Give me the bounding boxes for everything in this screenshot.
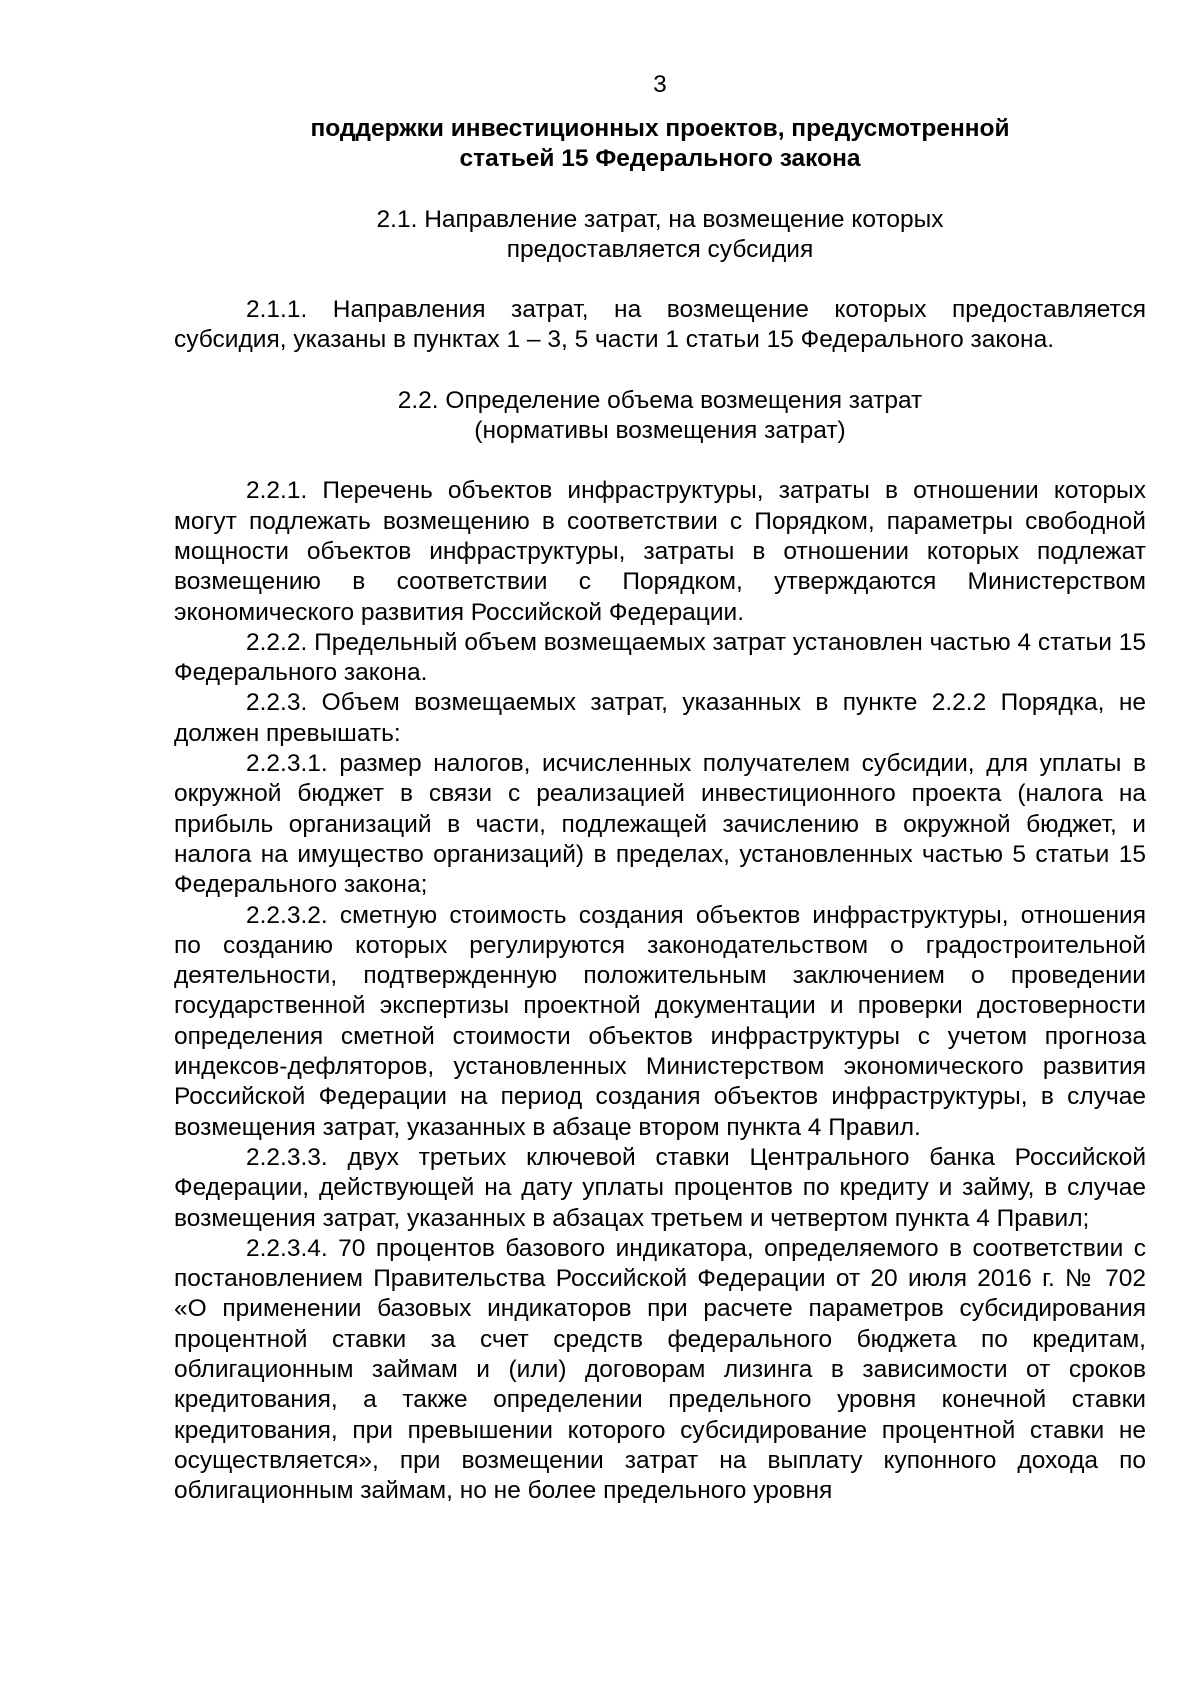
subsection-heading-2-1 (174, 205, 1146, 266)
paragraph-2-2-3: 2.2.3. Объем возмещаемых затрат, указанных в пункте 2.2.2 Порядка, не должен превышать: (174, 689, 1146, 747)
paragraph-2-2-3-2: 2.2.3.2. сметную стоимость создания объектов инфраструктуры, отношения по созданию которых регулируются законодательством о градостроительной деятельности, подтвержденную положительным заключением о проведении государственной экспертизы проектной документации и проверки достоверности определения сметной стоимости объектов инфраструктуры с учетом прогноза индексов-дефляторов, установленных Министерством экономического развития Российской Федерации на период создания объектов инфраструктуры, в случае возмещения затрат, указанных в абзаце втором пункта 4 Правил. (174, 901, 1146, 1141)
page-number: 3 (653, 71, 667, 98)
section-heading-line-2: статьей 15 Федерального закона (459, 145, 861, 173)
document-page (174, 70, 1146, 1670)
paragraph-2-1-1: 2.1.1. Направления затрат, на возмещение которых предоставляется субсидия, указаны в пунктах 1 – 3, 5 части 1 статьи 15 Федерального закона. (174, 296, 1146, 354)
paragraph-2-2-1: 2.2.1. Перечень объектов инфраструктуры, затраты в отношении которых могут подлежать возмещению в соответствии с Порядком, параметры свободной мощности объектов инфраструктуры, затраты в отношении которых подлежат возмещению в соответствии с Порядком, утверждаются Министерством экономического развития Российской Федерации. (174, 477, 1146, 626)
paragraph-2-2-3-1: 2.2.3.1. размер налогов, исчисленных получателем субсидии, для уплаты в окружной бюджет в связи с реализацией инвестиционного проекта (налога на прибыль организаций в части, подлежащей зачислению в окружной бюджет, и налога на имущество организаций) в пределах, установленных частью 5 статьи 15 Федерального закона; (174, 750, 1146, 899)
subsection-heading-2-2 (174, 386, 1146, 447)
section-heading (174, 114, 1146, 175)
section-heading-line-1: поддержки инвестиционных проектов, предусмотренной (310, 115, 1010, 142)
subsection-heading-2-2-line-2: (нормативы возмещения затрат) (474, 417, 846, 445)
subsection-heading-2-1-line-2: предоставляется субсидия (506, 235, 814, 263)
paragraph-2-2-3-4: 2.2.3.4. 70 процентов базового индикатора, определяемого в соответствии с постановлением Правительства Российской Федерации от 20 июля 2016 г. № 702 «О применении базовых индикаторов при расчете параметров субсидирования процентной ставки за счет средств федерального бюджета по кредитам, облигационным займам и (или) договорам лизинга в зависимости от сроков кредитования, а также определении предельного уровня конечной ставки кредитования, при превышении которого субсидирование процентной ставки не осуществляется», при возмещении затрат на выплату купонного дохода по облигационным займам, но не более предельного уровня (174, 1234, 1146, 1505)
paragraph-2-2-2: 2.2.2. Предельный объем возмещаемых затрат установлен частью 4 статьи 15 Федерального закона. (174, 628, 1146, 687)
paragraph-2-2-3-3: 2.2.3.3. двух третьих ключевой ставки Центрального банка Российской Федерации, действующей на дату уплаты процентов по кредиту и займу, в случае возмещения затрат, указанных в абзацах третьем и четвертом пункта 4 Правил; (174, 1143, 1146, 1232)
subsection-heading-2-2-line-1: 2.2. Определение объема возмещения затрат (397, 386, 923, 414)
subsection-heading-2-1-line-1: 2.1. Направление затрат, на возмещение которых (376, 205, 944, 233)
